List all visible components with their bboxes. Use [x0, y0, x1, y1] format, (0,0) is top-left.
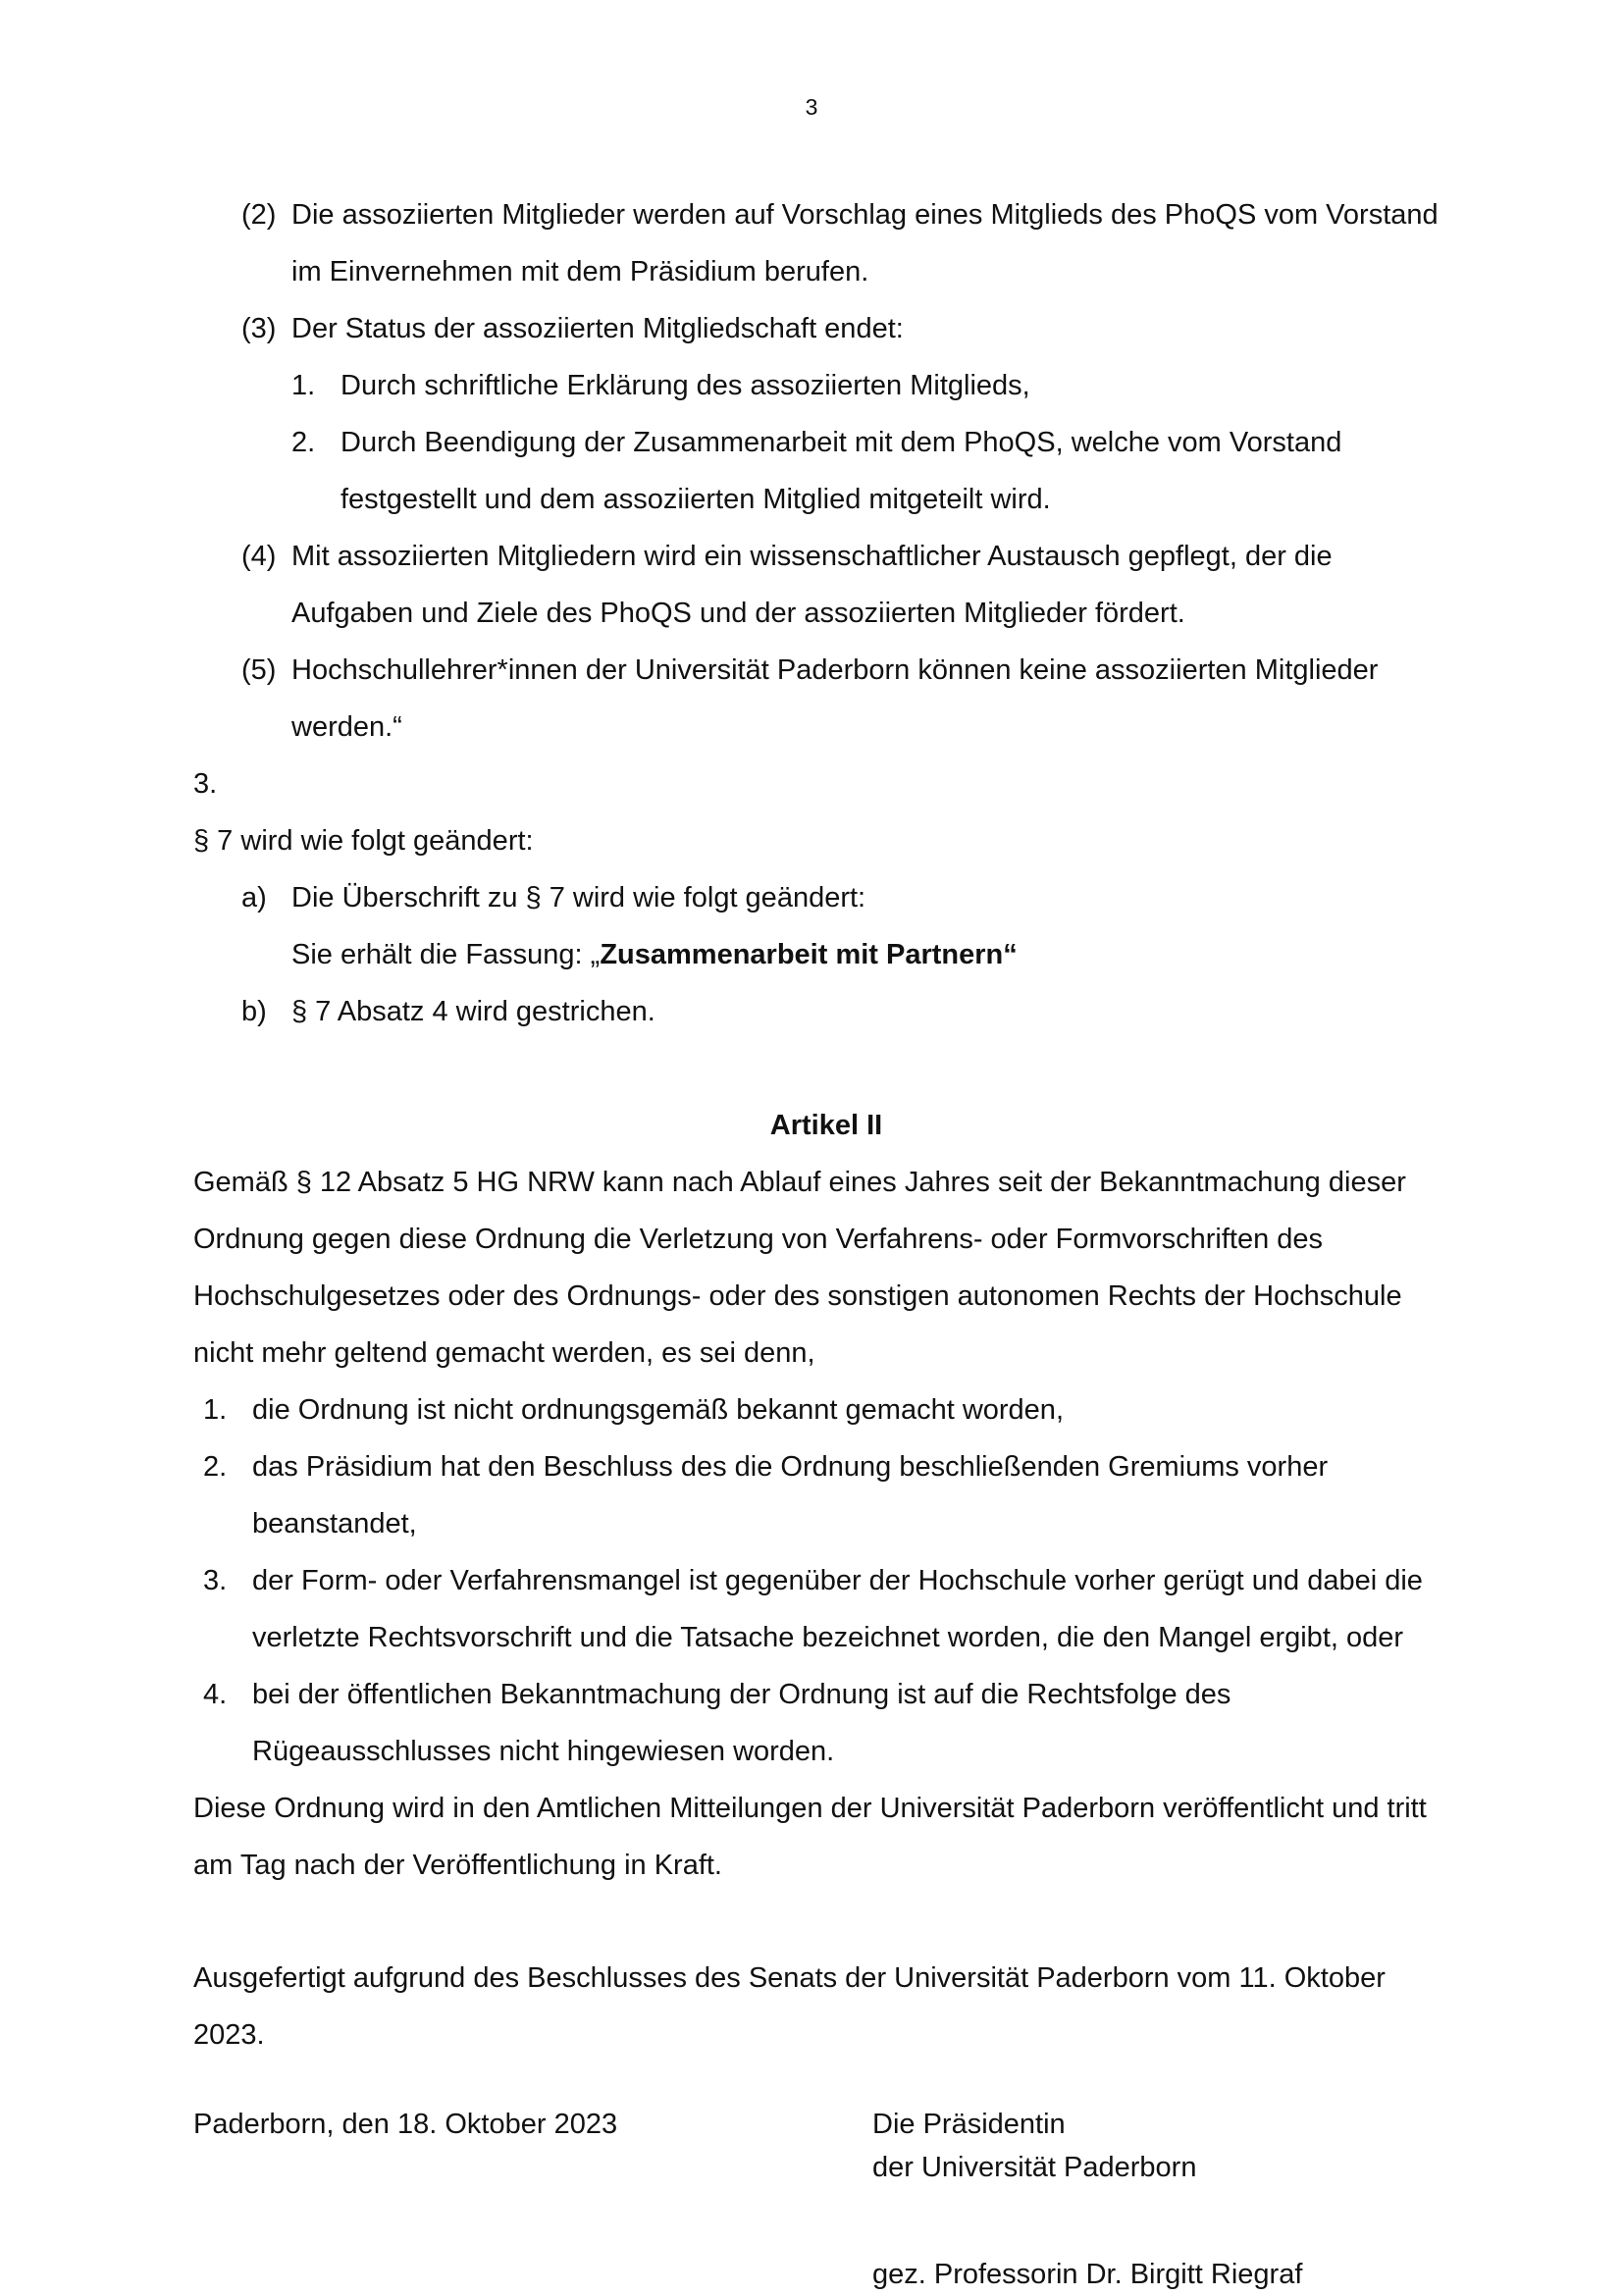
signer	[872, 2103, 1302, 2296]
list-item	[193, 357, 1459, 414]
document-body	[193, 186, 1459, 2296]
paragraph-text: Die assoziierten Mitglieder werden auf Vorschlag eines Mitglieds des PhoQS vom Vorstand im Einvernehmen mit dem Präsidium berufen.	[291, 199, 1439, 287]
paragraph-2	[193, 186, 1459, 300]
amendment-letter: a)	[241, 882, 267, 913]
paragraph-text: Hochschullehrer*innen der Universität Paderborn können keine assoziierten Mitglieder werden.“	[291, 654, 1379, 743]
signer-title: Die Präsidentin	[872, 2109, 1066, 2140]
amendment-text: § 7 Absatz 4 wird gestrichen.	[291, 996, 655, 1027]
paragraph-number: (2)	[241, 199, 277, 231]
paragraph-number: (4)	[241, 541, 277, 572]
list-text: Durch Beendigung der Zusammenarbeit mit dem PhoQS, welche vom Vorstand festgestellt und dem assoziierten Mitglied mitgeteilt wird.	[340, 427, 1342, 515]
article-intro: Gemäß § 12 Absatz 5 HG NRW kann nach Ablauf eines Jahres seit der Bekanntmachung dieser Ordnung gegen diese Ordnung die Verletzung von Verfahrens- oder Formvorschriften des Hochschulgesetzes oder des Ordnungs- oder des sonstigen autonomen Rechts der Hochschule nicht mehr geltend gemacht werden, es sei denn,	[193, 1167, 1406, 1369]
list-item	[193, 414, 1459, 528]
signature-block	[193, 2103, 1459, 2296]
amendment-a-title: Zusammenarbeit mit Partnern“	[600, 939, 1018, 970]
list-text: der Form- oder Verfahrensmangel ist gegenüber der Hochschule vorher gerügt und dabei die verletzte Rechtsvorschrift und die Tatsache bezeichnet worden, die den Mangel ergibt, oder	[252, 1565, 1423, 1653]
section-intro: § 7 wird wie folgt geändert:	[193, 825, 534, 857]
paragraph-5	[193, 642, 1459, 756]
page-number: 3	[805, 94, 818, 120]
place-date: Paderborn, den 18. Oktober 2023	[193, 2109, 618, 2140]
list-item	[193, 1382, 1459, 1438]
amendment-a	[193, 869, 1459, 983]
list-number: 2.	[291, 427, 316, 458]
amendment-b	[193, 983, 1459, 1040]
spacer	[193, 1894, 1459, 1950]
list-text: die Ordnung ist nicht ordnungsgemäß bekannt gemacht worden,	[252, 1394, 1064, 1426]
paragraph-3	[193, 300, 1459, 357]
signature: gez. Professorin Dr. Birgitt Riegraf	[872, 2259, 1303, 2290]
list-text: das Präsidium hat den Beschluss des die Ordnung beschließenden Gremiums vorher beanstandet,	[252, 1451, 1329, 1539]
paragraph-number: (5)	[241, 654, 277, 686]
paragraph-number: (3)	[241, 313, 277, 344]
list-item	[193, 1666, 1459, 1780]
list-number: 3.	[203, 1565, 228, 1596]
list-number: 4.	[203, 1679, 228, 1710]
list-text: bei der öffentlichen Bekanntmachung der Ordnung ist auf die Rechtsfolge des Rügeausschlusses nicht hingewiesen worden.	[252, 1679, 1231, 1767]
paragraph-text: Der Status der assoziierten Mitgliedschaft endet:	[291, 313, 904, 344]
ausgefertigt-note: Ausgefertigt aufgrund des Beschlusses des Senats der Universität Paderborn vom 11. Oktober 2023.	[193, 1962, 1386, 2051]
list-item	[193, 1438, 1459, 1552]
list-number: 1.	[203, 1394, 228, 1426]
paragraph-4	[193, 528, 1459, 642]
amendment-a-text: Die Überschrift zu § 7 wird wie folgt geändert:	[291, 882, 866, 913]
article-heading: Artikel II	[769, 1110, 883, 1141]
list-item	[193, 1552, 1459, 1666]
publication-note: Diese Ordnung wird in den Amtlichen Mitteilungen der Universität Paderborn veröffentlicht und tritt am Tag nach der Veröffentlichung in Kraft.	[193, 1793, 1427, 1881]
amendment-text	[291, 869, 1459, 983]
spacer	[193, 2063, 1459, 2103]
amendment-letter: b)	[241, 996, 267, 1027]
amendment-a-fassung: Sie erhält die Fassung: „	[291, 939, 601, 970]
list-text: Durch schriftliche Erklärung des assoziierten Mitglieds,	[340, 370, 1030, 401]
signer-institution: der Universität Paderborn	[872, 2152, 1197, 2183]
paragraph-text: Mit assoziierten Mitgliedern wird ein wissenschaftlicher Austausch gepflegt, der die Aufgaben und Ziele des PhoQS und der assoziierten Mitglieder fördert.	[291, 541, 1333, 629]
list-number: 2.	[203, 1451, 228, 1483]
article-list	[193, 1382, 1459, 1780]
list-number: 1.	[291, 370, 316, 401]
section-number: 3.	[193, 768, 218, 800]
